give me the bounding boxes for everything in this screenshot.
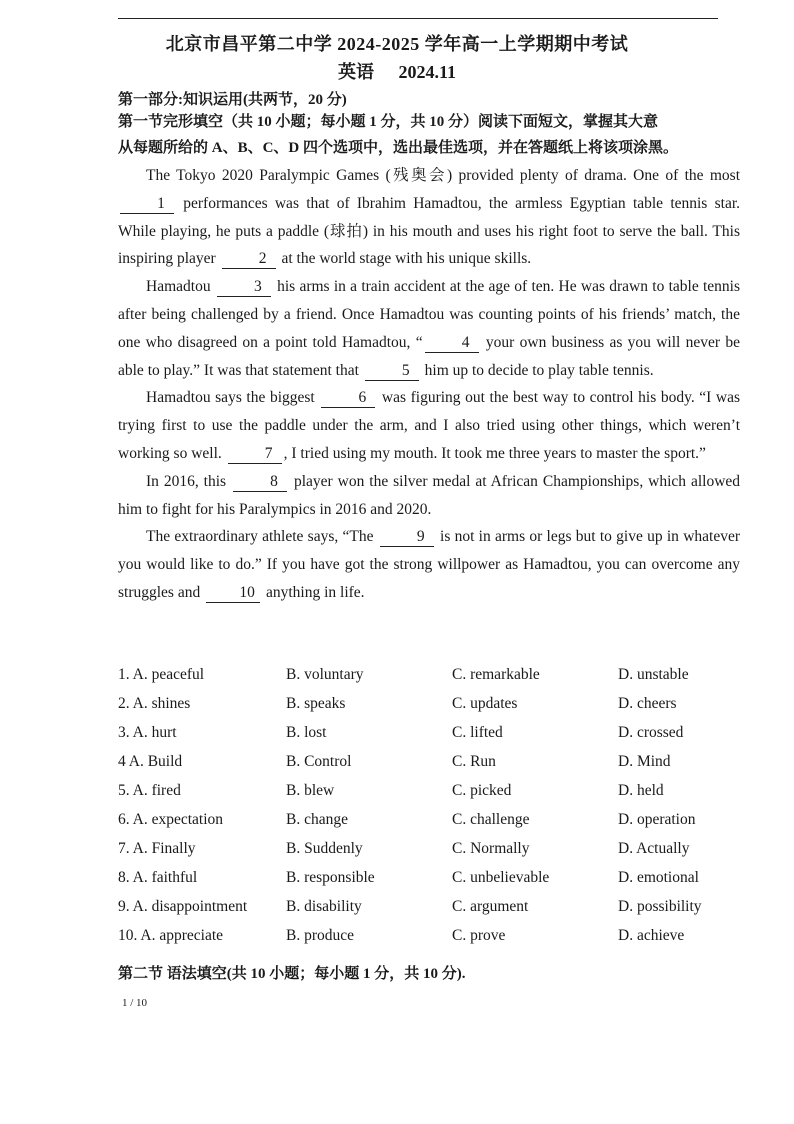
option-row xyxy=(118,840,758,869)
section2-heading: 第二节 语法填空(共 10 小题；每小题 1 分，共 10 分). xyxy=(118,966,466,982)
p2-text-a: Hamadtou xyxy=(146,278,211,296)
option-d: D. cheers xyxy=(618,695,677,712)
option-b: B. responsible xyxy=(286,869,375,886)
option-c: C. lifted xyxy=(452,724,503,741)
option-row xyxy=(118,753,758,782)
p2-text-c: your own business as you will never be able to play.” It was that statement that xyxy=(118,333,741,379)
top-rule xyxy=(118,18,718,19)
blank-2: 2 xyxy=(222,250,276,269)
option-b: B. Suddenly xyxy=(286,840,363,857)
blank-1: 1 xyxy=(120,195,174,214)
option-a: 3. A. hurt xyxy=(118,724,177,741)
option-row xyxy=(118,782,758,811)
option-b: B. blew xyxy=(286,782,335,799)
option-d: D. Actually xyxy=(618,840,690,857)
p3-text-a: Hamadtou says the biggest xyxy=(146,389,315,407)
option-a: 6. A. expectation xyxy=(118,811,224,828)
blank-5: 5 xyxy=(365,362,419,381)
option-row xyxy=(118,724,758,753)
p5-text-b: is not in arms or legs but to give up in whatever you would like to do.” If you have got the strong willpower as Hamadtou, you can overcome any struggles and xyxy=(118,528,740,601)
option-c: C. Normally xyxy=(452,840,530,857)
option-row xyxy=(118,811,758,840)
option-b: B. voluntary xyxy=(286,666,364,683)
option-c: C. prove xyxy=(452,927,506,944)
answer-options xyxy=(118,666,758,956)
option-b: B. change xyxy=(286,811,348,828)
part1-heading: 第一部分:知识运用(共两节，20 分) xyxy=(118,92,347,108)
option-a: 10. A. appreciate xyxy=(118,927,224,944)
option-d: D. possibility xyxy=(618,898,702,915)
option-d: D. crossed xyxy=(618,724,684,741)
option-b: B. speaks xyxy=(286,695,346,712)
option-c: C. unbelievable xyxy=(452,869,550,886)
option-d: D. Mind xyxy=(618,753,671,770)
blank-10: 10 xyxy=(206,584,260,603)
paragraph-3 xyxy=(118,384,740,467)
blank-8: 8 xyxy=(233,473,287,492)
option-b: B. lost xyxy=(286,724,327,741)
option-row xyxy=(118,898,758,927)
option-c: C. challenge xyxy=(452,811,530,828)
subject-label: 英语 xyxy=(337,62,374,82)
paragraph-2 xyxy=(118,273,740,384)
option-d: D. achieve xyxy=(618,927,685,944)
option-b: B. disability xyxy=(286,898,362,915)
cloze-passage xyxy=(118,162,740,607)
p1-text-b: performances was that of Ibrahim Hamadtou, the armless Egyptian table tennis star. While playing, he puts a paddle (球拍) in his mouth and uses his right foot to serve the ball. This inspiring player xyxy=(118,194,740,268)
section1-instructions xyxy=(118,109,718,161)
option-d: D. held xyxy=(618,782,664,799)
option-b: B. Control xyxy=(286,753,352,770)
blank-6: 6 xyxy=(321,389,375,408)
option-a: 2. A. shines xyxy=(118,695,191,712)
instr-line-1: 第一节完形填空（共 10 小题；每小题 1 分，共 10 分）阅读下面短文，掌握其大意 xyxy=(118,114,659,130)
p1-text-a: The Tokyo 2020 Paralympic Games (残奥会) provided plenty of drama. One of the most xyxy=(146,167,740,184)
option-c: C. picked xyxy=(452,782,512,799)
blank-4: 4 xyxy=(425,334,479,353)
option-row xyxy=(118,695,758,724)
p1-text-c: at the world stage with his unique skills. xyxy=(281,250,532,268)
blank-3: 3 xyxy=(217,278,271,297)
paragraph-4 xyxy=(118,468,740,524)
option-a: 8. A. faithful xyxy=(118,869,198,886)
exam-title: 北京市昌平第二中学 2024-2025 学年高一上学期期中考试 xyxy=(165,34,629,54)
p5-text-c: anything in life. xyxy=(265,583,365,601)
option-d: D. operation xyxy=(618,811,696,828)
p4-text-b: player won the silver medal at African Championships, which allowed him to fight for his Paralympics in 2016 and 2020. xyxy=(118,472,741,518)
option-row xyxy=(118,869,758,898)
exam-subtitle xyxy=(0,58,794,84)
p5-text-a: The extraordinary athlete says, “The xyxy=(146,528,374,546)
option-d: D. unstable xyxy=(618,666,689,683)
blank-7: 7 xyxy=(228,445,282,464)
option-d: D. emotional xyxy=(618,869,699,886)
option-row xyxy=(118,666,758,695)
option-a: 9. A. disappointment xyxy=(118,898,248,915)
p2-text-b: his arms in a train accident at the age of ten. He was drawn to table tennis after being challenged by a friend. Once Hamadtou was counting points of his friends’ match, the one who disagreed on a point told Hamadtou, “ xyxy=(118,278,740,351)
blank-9: 9 xyxy=(380,528,434,547)
option-c: C. argument xyxy=(452,898,529,915)
option-a: 7. A. Finally xyxy=(118,840,196,857)
paragraph-1 xyxy=(118,162,740,273)
option-c: C. Run xyxy=(452,753,496,770)
option-row xyxy=(118,927,758,956)
p2-text-d: him up to decide to play table tennis. xyxy=(424,361,654,379)
option-a: 1. A. peaceful xyxy=(118,666,205,683)
paragraph-5 xyxy=(118,523,740,606)
p4-text-a: In 2016, this xyxy=(146,472,227,490)
option-b: B. produce xyxy=(286,927,355,944)
option-a: 5. A. fired xyxy=(118,782,181,799)
option-c: C. updates xyxy=(452,695,518,712)
option-a: 4 A. Build xyxy=(118,753,183,770)
option-c: C. remarkable xyxy=(452,666,540,683)
p3-text-b: was figuring out the best way to control his body. “I was trying first to use the paddle under the arm, and I also tried using other things, which weren’t working so well. xyxy=(118,389,741,462)
page-number: 1 / 10 xyxy=(122,997,148,1009)
instr-line-2: 从每题所给的 A、B、C、D 四个选项中，选出最佳选项，并在答题纸上将该项涂黑。 xyxy=(118,140,679,156)
p3-text-c: , I tried using my mouth. It took me three years to master the sport.” xyxy=(283,444,706,462)
exam-date: 2024.11 xyxy=(398,62,456,82)
